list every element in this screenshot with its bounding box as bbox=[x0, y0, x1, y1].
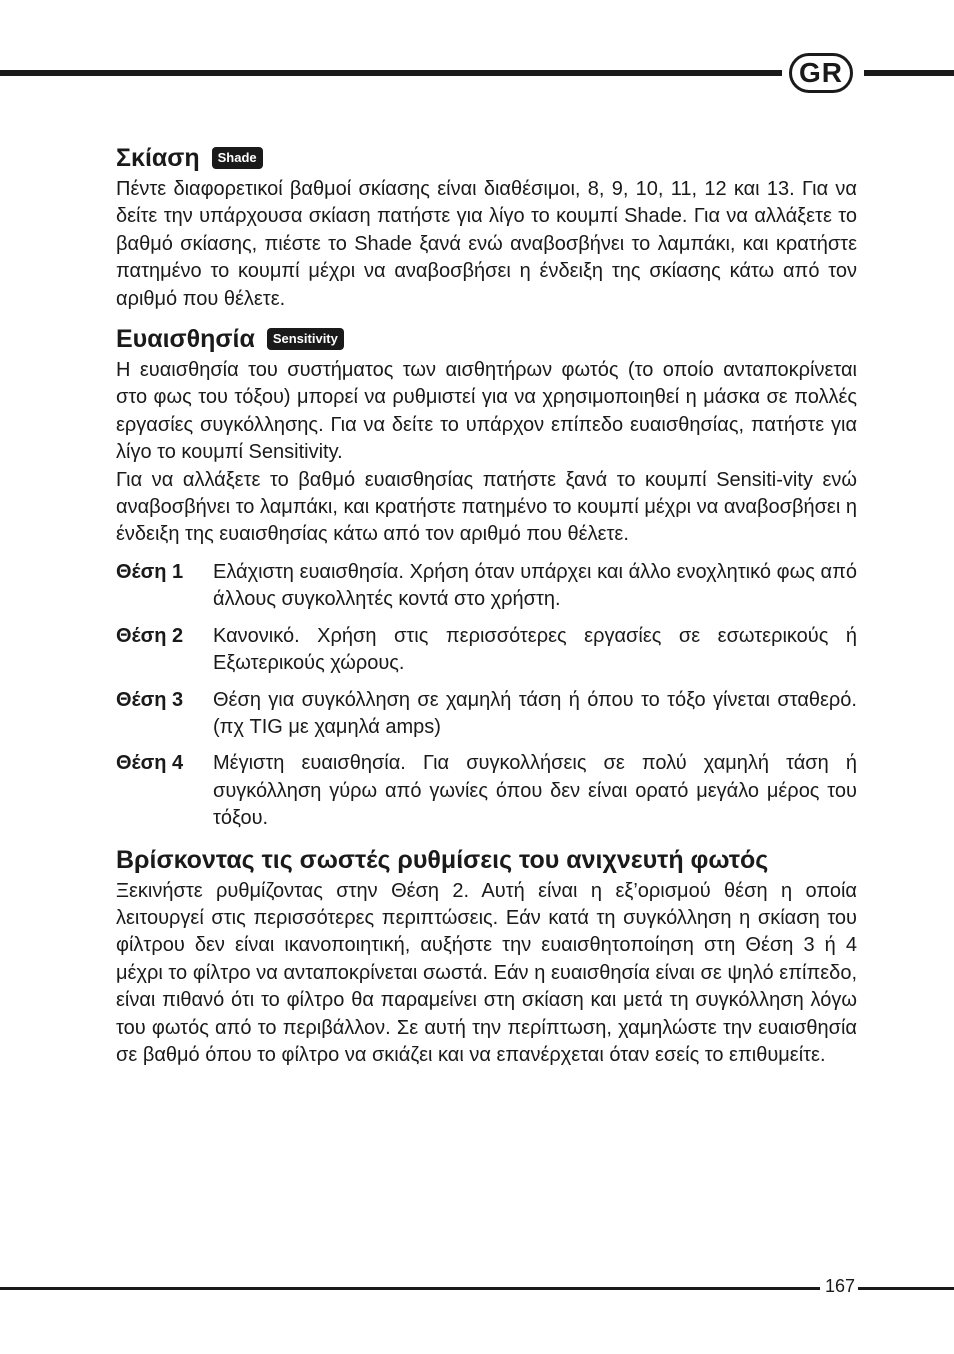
list-item bbox=[116, 687, 857, 742]
shade-title: Σκίαση bbox=[116, 144, 200, 172]
settings-heading: Βρίσκοντας τις σωστές ρυθμίσεις του ανιχνευτή φωτός bbox=[116, 845, 769, 874]
list-item bbox=[116, 559, 857, 614]
sensitivity-heading bbox=[116, 321, 857, 357]
position-label: Θέση 2 bbox=[116, 624, 184, 647]
settings-section bbox=[116, 842, 857, 1070]
language-badge: GR bbox=[789, 53, 853, 93]
shade-body: Πέντε διαφορετικοί βαθμοί σκίασης είναι διαθέσιμοι, 8, 9, 10, 11, 12 και 13. Για να δείτε την υπάρχουσα σκίαση πατήστε για λίγο το κουμπί Shade. Για να αλλάξετε το βαθμό σκίασης, πιέστε το Shade ξανά ενώ αναβοσβήνει το λαμπάκι, και κρατήστε πατημένο το κουμπί μέχρι να αναβοσβήσει η ένδειξη της σκίασης κάτω από τον αριθμό που θέλετε. bbox=[116, 178, 857, 310]
sensitivity-section bbox=[116, 321, 857, 833]
sensitivity-badge: Sensitivity bbox=[267, 328, 344, 350]
shade-section bbox=[116, 140, 857, 313]
shade-heading bbox=[116, 140, 857, 176]
position-label: Θέση 4 bbox=[116, 752, 184, 775]
position-text: Ελάχιστη ευαισθησία. Χρήση όταν υπάρχει και άλλο ενοχλητικό φως από άλλους συγκολλητές κοντά στο χρήστη. bbox=[213, 560, 857, 611]
position-label: Θέση 1 bbox=[116, 560, 184, 583]
position-text: Θέση για συγκόλληση σε χαμηλή τάση ή όπου το τόξο γίνεται σταθερό. (πχ TIG με χαμηλά amps) bbox=[213, 688, 857, 738]
page-number: 167 bbox=[824, 1276, 856, 1296]
position-text: Μέγιστη ευαισθησία. Για συγκολλήσεις σε πολύ χαμηλή τάση ή συγκόλληση γύρω από γωνίες όπου δεν είναι ορατό μεγάλο μέρος του τόξου. bbox=[213, 752, 857, 830]
sensitivity-body-2: Για να αλλάξετε το βαθμό ευαισθησίας πατήστε ξανά το κουμπί Sensiti-vity ενώ αναβοσβήνει το λαμπάκι, και κρατήστε πατημένο το κουμπί μέχρι να αναβοσβήσει η ένδειξη της ευαισθησίας κάτω από τον αριθμό που θέλετε. bbox=[116, 468, 857, 546]
settings-body: Ξεκινήστε ρυθμίζοντας στην Θέση 2. Αυτή είναι η εξ’ορισμού θέση η οποία λειτουργεί στις περισσότερες περιπτώσεις. Εάν κατά τη συγκόλληση η σκίαση του φίλτρου δεν είναι ικανοποιητική, αυξήστε την ευαισθητοποίηση στη Θέση 3 ή 4 μέχρι το φίλτρο να ανταποκρίνεται σωστά. Εάν η ευαισθησία είναι σε ψηλό επίπεδο, είναι πιθανό ότι το φίλτρο θα παραμείνει στη σκίαση και μετά τη συγκόλληση λόγω του φωτός από το περιβάλλον. Σε αυτή την περίπτωση, χαμηλώστε την ευαισθησία σε βαθμό όπου το φίλτρο να σκιάζει και να επανέρχεται όταν εσείς το επιθυμείτε. bbox=[116, 879, 857, 1066]
list-item bbox=[116, 750, 857, 832]
bottom-rule bbox=[0, 1287, 820, 1290]
top-rule bbox=[0, 70, 782, 76]
bottom-rule-right bbox=[858, 1287, 954, 1290]
list-item bbox=[116, 623, 857, 678]
sensitivity-title: Ευαισθησία bbox=[116, 325, 255, 354]
shade-badge: Shade bbox=[212, 147, 263, 169]
position-list bbox=[116, 559, 857, 833]
top-rule-right bbox=[864, 70, 954, 76]
page-content bbox=[116, 140, 857, 1069]
position-label: Θέση 3 bbox=[116, 688, 184, 711]
position-text: Κανονικό. Χρήση στις περισσότερες εργασίες σε εσωτερικούς ή Εξωτερικούς χώρους. bbox=[213, 624, 857, 675]
sensitivity-body-1: Η ευαισθησία του συστήματος των αισθητήρων φωτός (το οποίο ανταποκρίνεται στο φως του τόξου) μπορεί να ρυθμιστεί για να χρησιμοποιηθεί η μάσκα σε πολλές εργασίες συγκόλλησης. Για να δείτε το υπάρχον επίπεδο ευαισθησίας, πατήστε για λίγο το κουμπί Sensitivity. bbox=[116, 359, 857, 464]
